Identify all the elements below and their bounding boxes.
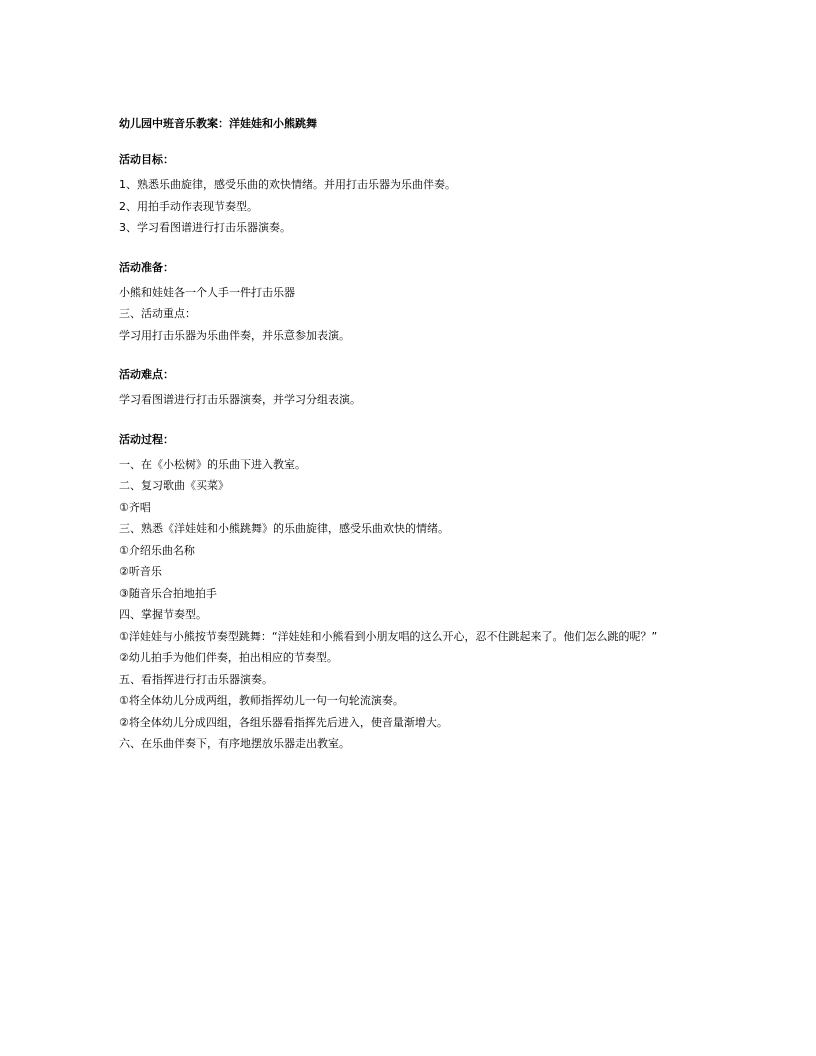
process-line-8: 四、掌握节奏型。 — [119, 608, 207, 621]
document-page — [119, 117, 699, 755]
process-line-14: 六、在乐曲伴奏下，有序地摆放乐器走出教室。 — [119, 737, 350, 750]
process-line-2: 二、复习歌曲《买菜》 — [119, 479, 229, 492]
process-line-3: ①齐唱 — [119, 500, 151, 514]
section-heading-difficulty: 活动难点： — [119, 368, 174, 381]
goal-line-3: 3、学习看图谱进行打击乐器演奏。 — [119, 221, 291, 234]
process-line-10: ②幼儿拍手为他们伴奏，拍出相应的节奏型。 — [119, 651, 338, 664]
preparation-line-2: 三、活动重点： — [119, 307, 196, 320]
preparation-line-1: 小熊和娃娃各一个人手一件打击乐器 — [119, 285, 295, 299]
process-line-9: ①洋娃娃与小熊按节奏型跳舞：“洋娃娃和小熊看到小朋友唱的这么开心，忍不住跳起来了。他们怎么跳的呢？” — [119, 629, 658, 643]
process-line-13: ②将全体幼儿分成四组，各组乐器看指挥先后进入，使音量渐增大。 — [119, 715, 448, 729]
difficulty-line-1: 学习看图谱进行打击乐器演奏，并学习分组表演。 — [119, 393, 361, 406]
preparation-line-3: 学习用打击乐器为乐曲伴奏，并乐意参加表演。 — [119, 328, 350, 342]
section-heading-process: 活动过程： — [119, 432, 174, 446]
document-title: 幼儿园中班音乐教案：洋娃娃和小熊跳舞 — [119, 117, 317, 130]
process-line-12: ①将全体幼儿分成两组，教师指挥幼儿一句一句轮流演奏。 — [119, 694, 404, 707]
goal-line-1: 1、熟悉乐曲旋律，感受乐曲的欢快情绪。并用打击乐器为乐曲伴奏。 — [119, 178, 456, 191]
section-difficulty — [119, 368, 699, 411]
process-line-6: ②听音乐 — [119, 565, 162, 578]
process-line-5: ①介绍乐曲名称 — [119, 543, 195, 557]
section-heading-goals: 活动目标： — [119, 153, 174, 166]
process-line-7: ③随音乐合拍地拍手 — [119, 586, 217, 600]
section-goals — [119, 153, 699, 239]
process-line-4: 三、熟悉《洋娃娃和小熊跳舞》的乐曲旋律，感受乐曲欢快的情绪。 — [119, 522, 449, 535]
section-preparation — [119, 261, 699, 347]
process-line-11: 五、看指挥进行打击乐器演奏。 — [119, 672, 273, 686]
section-process — [119, 433, 699, 755]
goal-line-2: 2、用拍手动作表现节奏型。 — [119, 199, 258, 213]
section-heading-preparation: 活动准备： — [119, 260, 174, 274]
process-line-1: 一、在《小松树》的乐曲下进入教室。 — [119, 457, 306, 471]
